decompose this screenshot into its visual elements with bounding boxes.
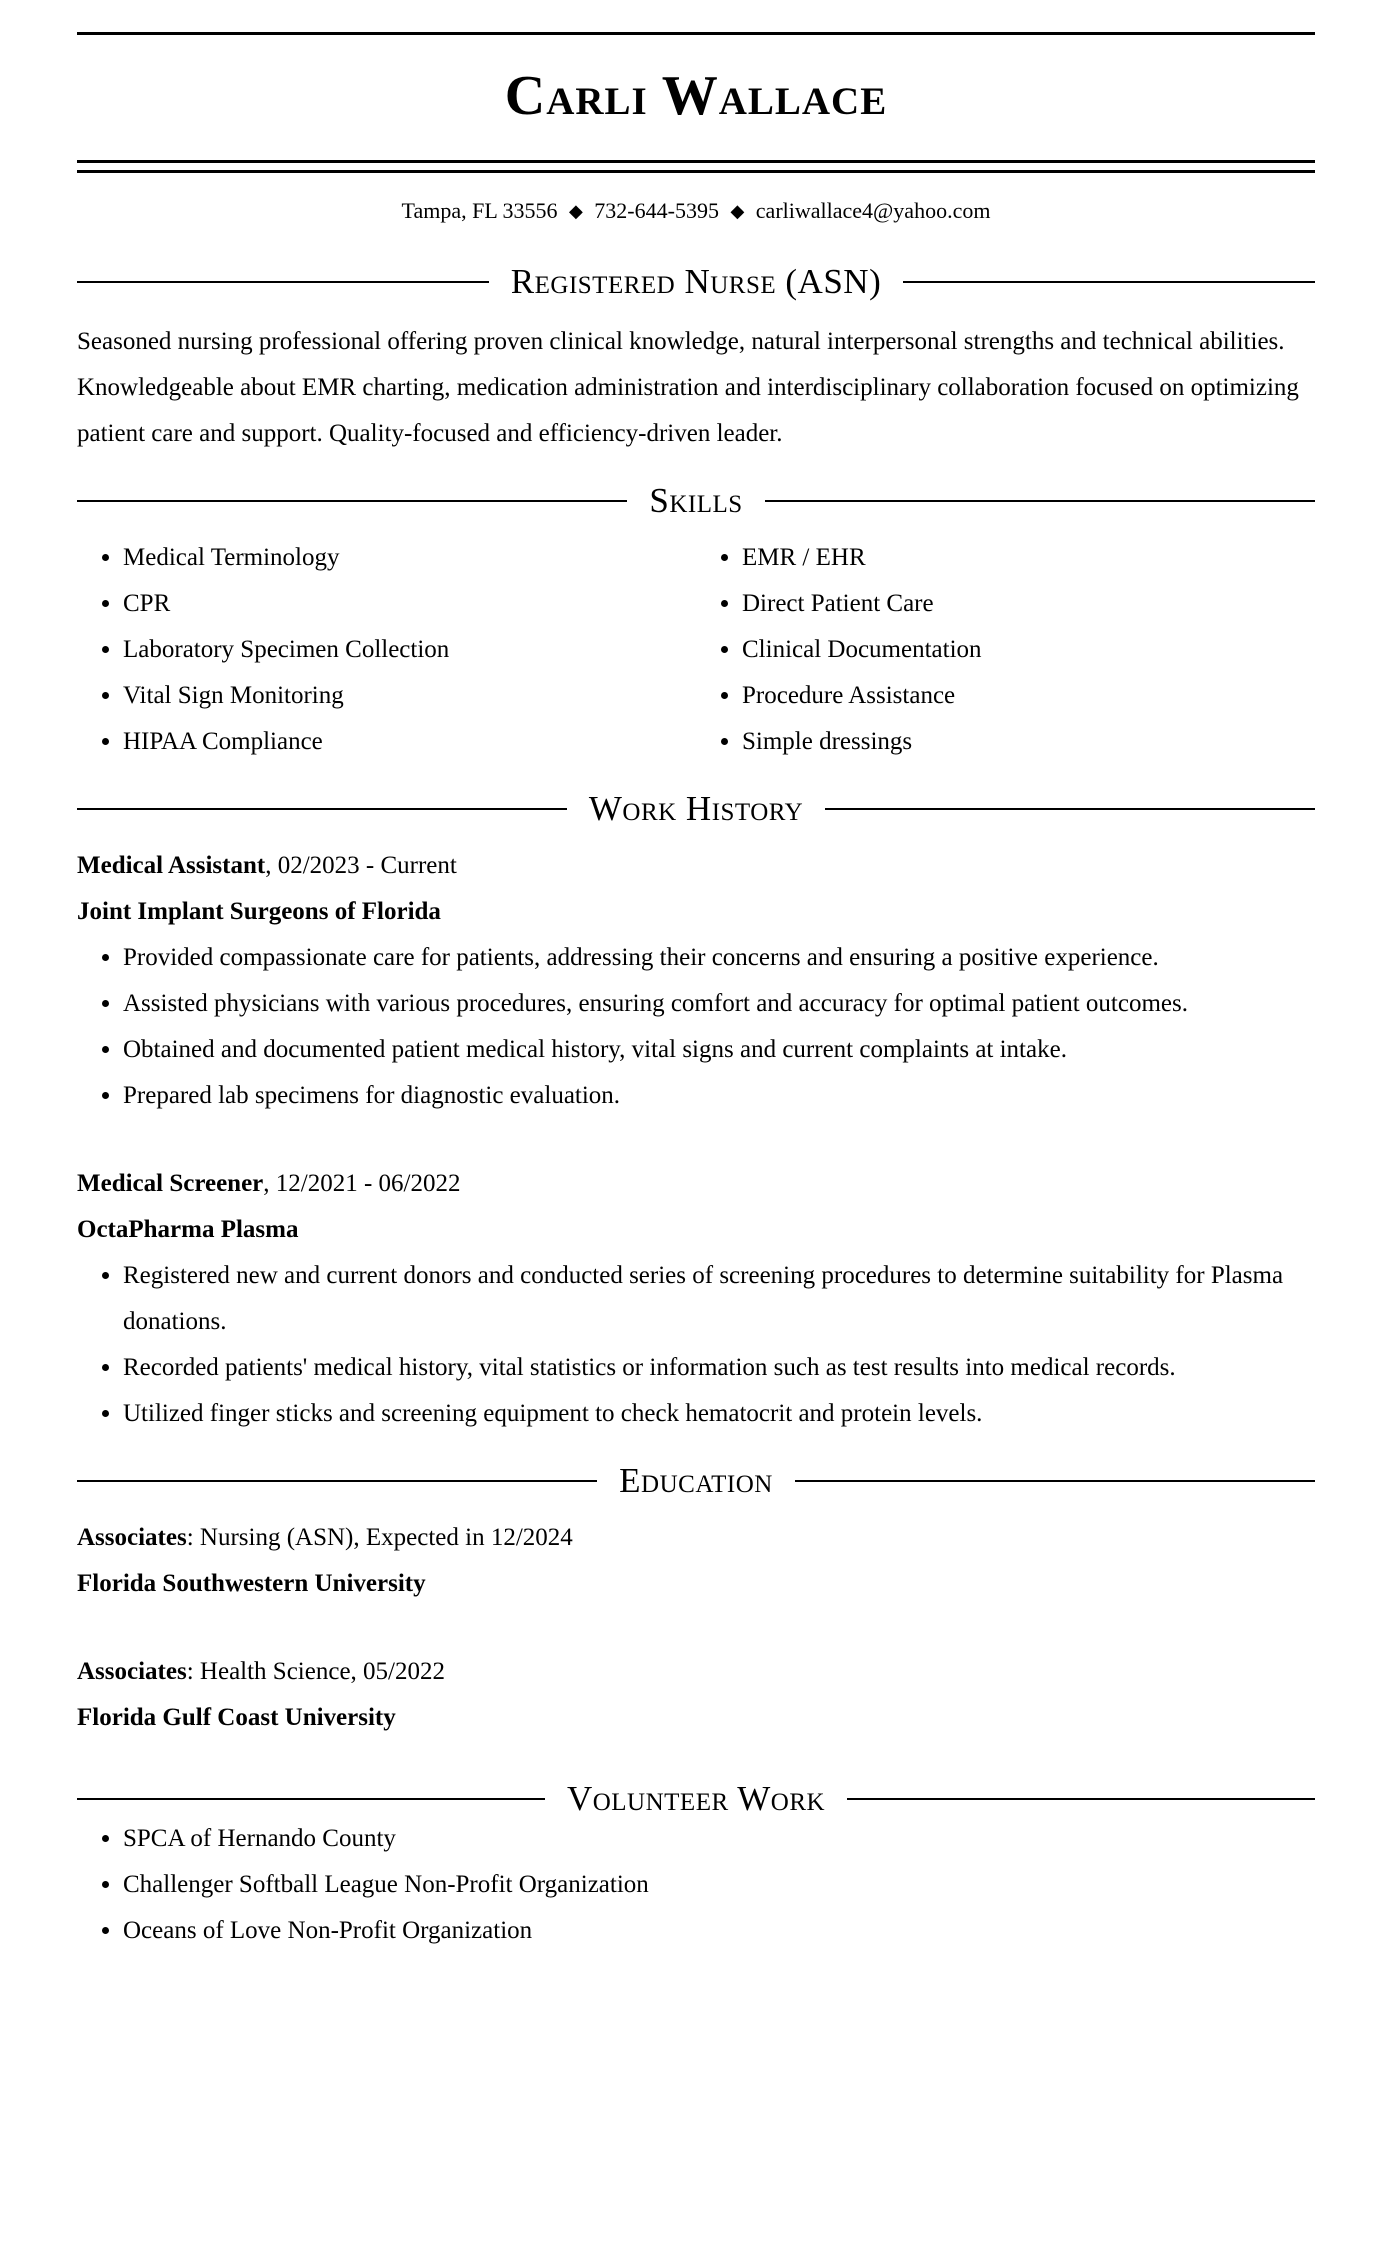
job-title: Medical Screener — [77, 1170, 264, 1197]
divider-line — [795, 1480, 1315, 1482]
section-heading-volunteer-work — [77, 1781, 1315, 1816]
skill-item: • Medical Terminology — [123, 535, 696, 581]
volunteer-list — [77, 1816, 1315, 1954]
divider-line — [903, 281, 1315, 283]
section-title: Registered Nurse (ASN) — [510, 262, 882, 301]
skill-item: • Vital Sign Monitoring — [123, 673, 696, 719]
candidate-name: Carli Wallace — [504, 65, 888, 127]
professional-summary: Seasoned nursing professional offering proven clinical knowledge, natural interpersonal strengths and technical abilities. Knowledgeable about EMR charting, medication administration and interdisciplinary collaboration focused on optimizing patient care and support. Quality-focused and efficiency-driven leader. — [77, 328, 1299, 447]
section-heading-work-history — [77, 791, 1315, 826]
skill-item: • Simple dressings — [742, 719, 1315, 765]
name-double-rule — [77, 160, 1315, 173]
section-heading-education — [77, 1463, 1315, 1498]
job-bullet: • Prepared lab specimens for diagnostic evaluation. — [123, 1073, 1315, 1119]
school: Florida Gulf Coast University — [77, 1704, 396, 1731]
skill-item: • Clinical Documentation — [742, 627, 1315, 673]
contact-line — [77, 200, 1315, 222]
job-bullet: • Registered new and current donors and conducted series of screening procedures to determine suitability for Plasma donations. — [123, 1253, 1315, 1345]
section-title: Education — [619, 1461, 773, 1500]
degree: Associates — [77, 1658, 187, 1685]
divider-line — [765, 500, 1315, 502]
job-title: Medical Assistant — [77, 852, 266, 879]
education-entry — [77, 1515, 1315, 1607]
email: carliwallace4@yahoo.com — [755, 198, 991, 223]
skill-item: • CPR — [123, 581, 696, 627]
section-heading-title — [77, 264, 1315, 299]
job-bullet: • Utilized finger sticks and screening equipment to check hematocrit and protein levels. — [123, 1391, 1315, 1437]
job-bullet: • Obtained and documented patient medical history, vital signs and current complaints at intake. — [123, 1027, 1315, 1073]
job-entry — [77, 1161, 1315, 1437]
job-dates: , 12/2021 - 06/2022 — [263, 1170, 461, 1197]
education-entry — [77, 1649, 1315, 1741]
job-entry — [77, 843, 1315, 1119]
job-title-line — [77, 1161, 1315, 1207]
section-title: Work History — [588, 789, 804, 828]
volunteer-item: • SPCA of Hernando County — [123, 1816, 1315, 1862]
section-title: Volunteer Work — [566, 1779, 826, 1818]
diamond-separator-icon: ◆ — [730, 201, 745, 221]
job-title-line — [77, 843, 1315, 889]
job-bullet: • Assisted physicians with various procedures, ensuring comfort and accuracy for optimal patient outcomes. — [123, 981, 1315, 1027]
volunteer-item: • Oceans of Love Non-Profit Organization — [123, 1908, 1315, 1954]
divider-line — [77, 808, 567, 810]
job-bullet: • Recorded patients' medical history, vital statistics or information such as test results into medical records. — [123, 1345, 1315, 1391]
job-dates: , 02/2023 - Current — [265, 852, 457, 879]
divider-line — [77, 500, 627, 502]
degree-detail: : Health Science, 05/2022 — [186, 1658, 445, 1685]
divider-line — [77, 1480, 597, 1482]
divider-line — [825, 808, 1315, 810]
divider-line — [847, 1798, 1315, 1800]
skills-grid — [77, 535, 1315, 765]
degree-line — [77, 1515, 1315, 1561]
divider-line — [77, 1798, 545, 1800]
top-rule — [77, 32, 1315, 35]
degree-line — [77, 1649, 1315, 1695]
degree-detail: : Nursing (ASN), Expected in 12/2024 — [186, 1524, 573, 1551]
job-bullets — [77, 1253, 1315, 1437]
divider-line — [77, 281, 489, 283]
volunteer-item: • Challenger Softball League Non-Profit Organization — [123, 1862, 1315, 1908]
degree: Associates — [77, 1524, 187, 1551]
school: Florida Southwestern University — [77, 1570, 426, 1597]
location: Tampa, FL 33556 — [401, 198, 558, 223]
skills-right-list — [696, 535, 1315, 765]
section-heading-skills — [77, 483, 1315, 518]
employer: Joint Implant Surgeons of Florida — [77, 898, 441, 925]
employer: OctaPharma Plasma — [77, 1216, 299, 1243]
job-bullet: • Provided compassionate care for patients, addressing their concerns and ensuring a positive experience. — [123, 935, 1315, 981]
skill-item: • Procedure Assistance — [742, 673, 1315, 719]
skills-left-list — [77, 535, 696, 765]
skill-item: • Laboratory Specimen Collection — [123, 627, 696, 673]
skill-item: • EMR / EHR — [742, 535, 1315, 581]
skill-item: • Direct Patient Care — [742, 581, 1315, 627]
resume-page — [0, 32, 1392, 2252]
phone: 732-644-5395 — [594, 198, 719, 223]
diamond-separator-icon: ◆ — [568, 201, 583, 221]
section-title: Skills — [649, 481, 743, 520]
skill-item: • HIPAA Compliance — [123, 719, 696, 765]
job-bullets — [77, 935, 1315, 1119]
